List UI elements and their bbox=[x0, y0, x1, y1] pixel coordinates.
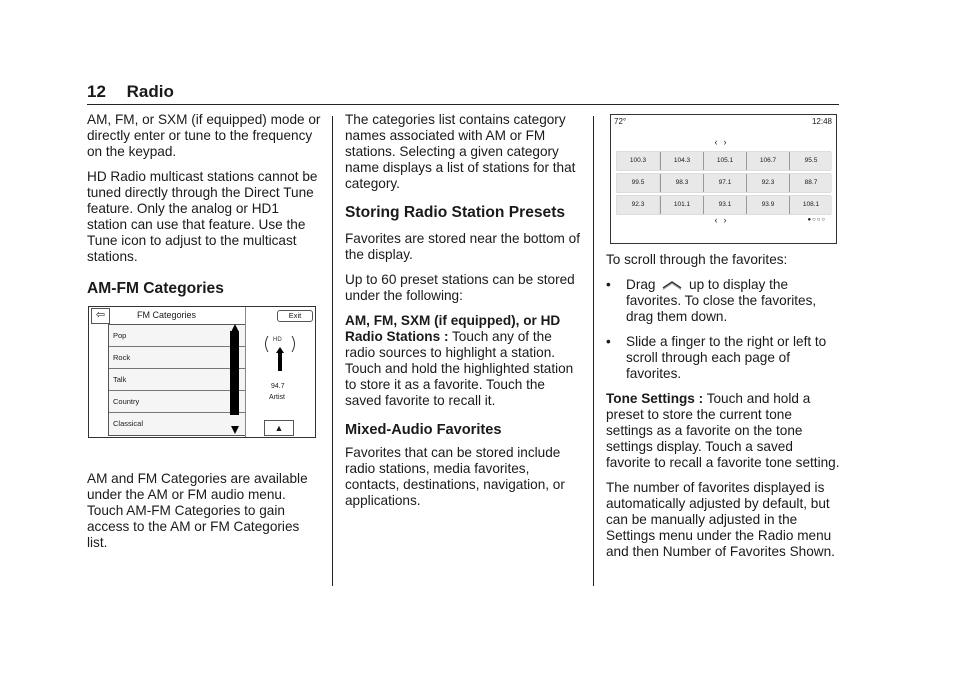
page-header bbox=[87, 82, 839, 105]
paragraph: To scroll through the favorites: bbox=[606, 252, 788, 267]
list-item[interactable]: Talk bbox=[109, 369, 245, 391]
paragraph: The number of favorites displayed is automatically adjusted by default, but can be manually adjusted in the Settings menu under the Radio menu and then Number of Favorites Shown. bbox=[606, 480, 835, 559]
clock: 12:48 bbox=[811, 117, 832, 126]
favorite-preset[interactable]: 93.9 bbox=[746, 196, 789, 214]
column-3 bbox=[606, 112, 840, 569]
drag-handle-icon bbox=[661, 280, 683, 290]
page-chevrons-icon[interactable]: ‹› bbox=[714, 137, 733, 147]
list-item[interactable]: Pop bbox=[109, 325, 245, 347]
back-arrow-icon[interactable]: ⇦ bbox=[91, 308, 110, 324]
term-label: Tone Settings : bbox=[606, 391, 704, 406]
page-indicator-icon: ●○○○ bbox=[807, 217, 826, 223]
favorite-preset[interactable]: 104.3 bbox=[660, 152, 703, 170]
favorite-preset[interactable]: 106.7 bbox=[746, 152, 789, 170]
paragraph bbox=[606, 391, 840, 471]
term-label: AM, FM, SXM (if equipped), or HD Radio Stations : bbox=[345, 313, 561, 344]
up-arrow-button[interactable]: ▲ bbox=[264, 420, 294, 436]
page-chevrons-icon[interactable]: ‹› bbox=[714, 215, 733, 225]
fm-categories-screen bbox=[88, 306, 316, 438]
paragraph: Favorites are stored near the bottom of the display. bbox=[345, 231, 580, 262]
section-heading-am-fm-categories: AM-FM Categories bbox=[87, 280, 224, 297]
screen-title: FM Categories bbox=[137, 310, 197, 320]
paragraph: The categories list contains category names associated with AM or FM stations. Selecting a given category name displays a list of stations for that category. bbox=[345, 112, 576, 191]
favorite-preset[interactable]: 93.1 bbox=[703, 196, 746, 214]
paragraph: AM, FM, or SXM (if equipped) mode or directly enter or tune to the frequency on the keypad. bbox=[87, 112, 321, 159]
page-number: 12 bbox=[87, 82, 106, 101]
favorite-preset[interactable]: 99.5 bbox=[617, 174, 659, 192]
section-heading-storing-presets: Storing Radio Station Presets bbox=[345, 204, 566, 221]
column-2 bbox=[345, 112, 581, 518]
favorite-preset[interactable]: 95.5 bbox=[789, 152, 832, 170]
bullet-icon: • bbox=[606, 277, 611, 292]
paragraph: Favorites that can be stored include radio stations, media favorites, contacts, destinations, navigation, or applications. bbox=[345, 445, 565, 508]
figure-spacer bbox=[606, 112, 840, 252]
term-body: Touch any of the radio sources to highlight a station. Touch and hold the highlighted station to store it as a favorite. Touch the saved favorite to recall it. bbox=[345, 329, 574, 408]
favorite-preset[interactable]: 105.1 bbox=[703, 152, 746, 170]
term-body: Touch and hold a preset to store the current tone settings as a favorite on the tone settings display. Touch a saved favorite to recall a favorite tone setting. bbox=[606, 391, 840, 470]
paragraph bbox=[345, 313, 581, 409]
section-heading-mixed-audio: Mixed-Audio Favorites bbox=[345, 422, 502, 438]
scrollbar[interactable] bbox=[230, 331, 239, 415]
list-item[interactable]: Classical bbox=[113, 419, 144, 428]
section-title: Radio bbox=[126, 82, 174, 101]
station-frequency: 94.7 bbox=[271, 383, 285, 390]
category-list bbox=[108, 324, 246, 436]
exit-button[interactable]: Exit bbox=[277, 310, 313, 322]
artist-label: Artist bbox=[269, 394, 285, 401]
column-divider bbox=[593, 116, 594, 586]
bullet-item: • Drag up to display the favorites. To close the favorites, drag them down. bbox=[606, 277, 817, 324]
favorite-preset[interactable]: 92.3 bbox=[617, 196, 659, 214]
column-divider bbox=[332, 116, 333, 586]
favorite-preset[interactable]: 92.3 bbox=[746, 174, 789, 192]
list-item[interactable]: Country bbox=[109, 391, 245, 413]
bullet-icon: • bbox=[606, 334, 611, 349]
hd-label: HD bbox=[273, 337, 282, 343]
favorite-preset[interactable]: 98.3 bbox=[660, 174, 703, 192]
favorite-preset[interactable]: 88.7 bbox=[789, 174, 832, 192]
panel-divider bbox=[245, 307, 246, 437]
favorite-preset[interactable]: 100.3 bbox=[617, 152, 659, 170]
paragraph: HD Radio multicast stations cannot be tuned directly through the Direct Tune feature. Only the analog or HD1 station can use that feature. Use the Tune icon to adjust to the multicast stations. bbox=[87, 169, 318, 264]
favorite-preset[interactable]: 108.1 bbox=[789, 196, 832, 214]
bullet-item: • Slide a finger to the right or left to scroll through each page of favorites. bbox=[606, 334, 827, 381]
favorite-preset[interactable]: 101.1 bbox=[660, 196, 703, 214]
paragraph: Up to 60 preset stations can be stored under the following: bbox=[345, 272, 575, 303]
temperature: 72° bbox=[614, 117, 627, 126]
paragraph: AM and FM Categories are available under the AM or FM audio menu. Touch AM-FM Categories to gain access to the AM or FM Categories list. bbox=[87, 471, 308, 550]
list-item[interactable]: Rock bbox=[109, 347, 245, 369]
favorite-preset[interactable]: 97.1 bbox=[703, 174, 746, 192]
